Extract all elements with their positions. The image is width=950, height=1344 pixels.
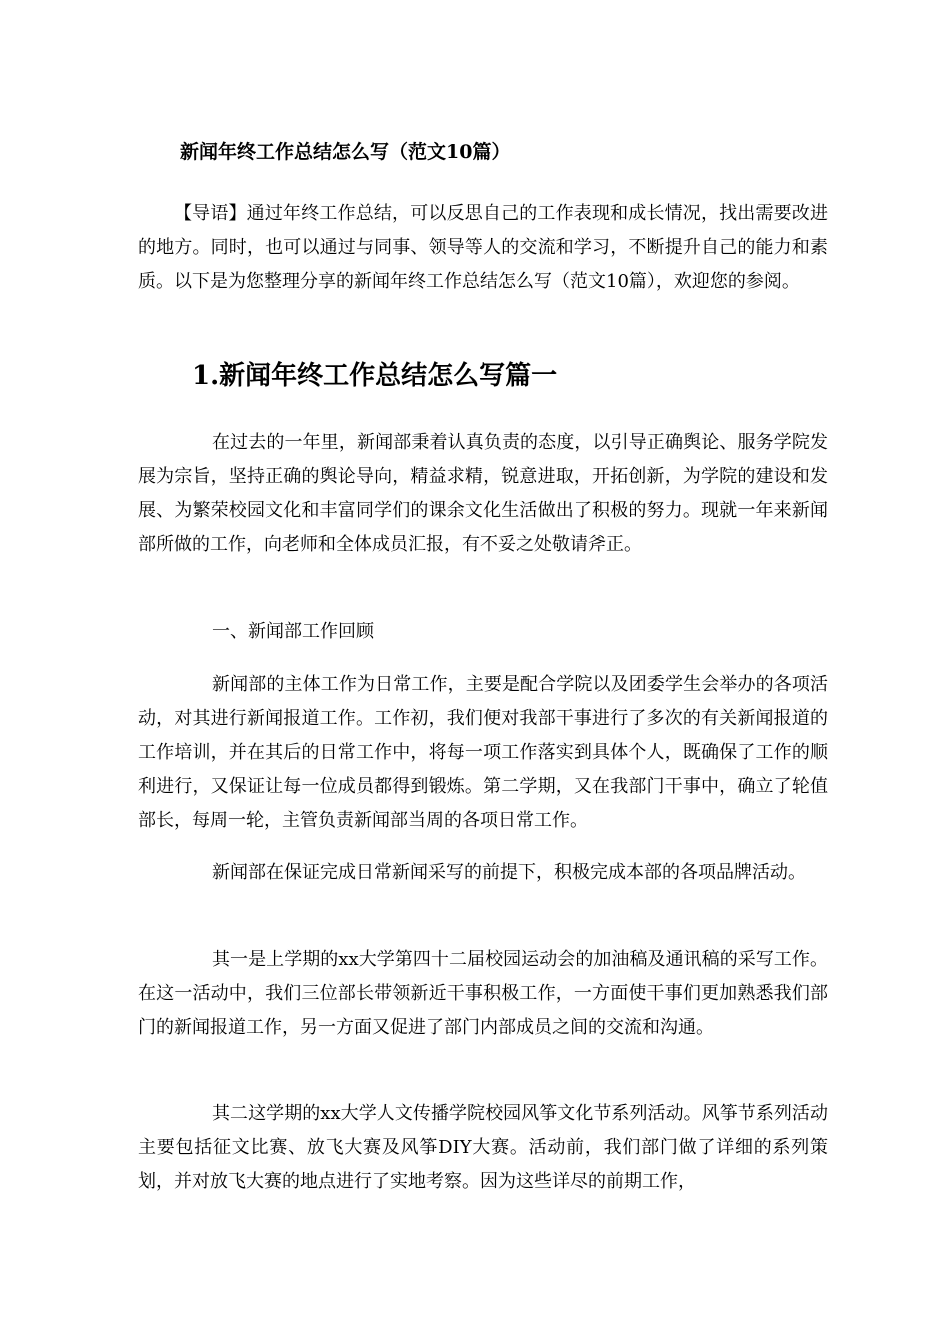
body-paragraph: 其一是上学期的xx大学第四十二届校园运动会的加油稿及通讯稿的采写工作。在这一活动中，我们三位部长带领新近干事积极工作，一方面使干事们更加熟悉我们部门的新闻报道工作，另一方面又促进了部门内部成员之间的交流和沟通。 [138, 949, 828, 1038]
body-paragraph: 在过去的一年里，新闻部秉着认真负责的态度，以引导正确舆论、服务学院发展为宗旨，坚持正确的舆论导向，精益求精，锐意进取，开拓创新，为学院的建设和发展、为繁荣校园文化和丰富同学们的课余文化生活做出了积极的努力。现就一年来新闻部所做的工作，向老师和全体成员汇报，有不妥之处敬请斧正。 [138, 432, 828, 555]
body-paragraph: 新闻部的主体工作为日常工作，主要是配合学院以及团委学生会举办的各项活动，对其进行新闻报道工作。工作初，我们便对我部干事进行了多次的有关新闻报道的工作培训，并在其后的日常工作中，将每一项工作落实到具体个人，既确保了工作的顺利进行，又保证让每一位成员都得到锻炼。第二学期，又在我部门干事中，确立了轮值部长，每周一轮，主管负责新闻部当周的各项日常工作。 [138, 674, 828, 831]
intro-paragraph: 【导语】通过年终工作总结，可以反思自己的工作表现和成长情况，找出需要改进的地方。同时，也可以通过与同事、领导等人的交流和学习，不断提升自己的能力和素质。以下是为您整理分享的新闻年终工作总结怎么写（范文10篇），欢迎您的参阅。 [138, 203, 828, 292]
document-title: 新闻年终工作总结怎么写（范文10篇） [180, 141, 511, 163]
body-paragraph: 新闻部在保证完成日常新闻采写的前提下，积极完成本部的各项品牌活动。 [212, 862, 806, 883]
section-heading: 1.新闻年终工作总结怎么写篇一 [192, 361, 558, 391]
body-paragraph: 其二这学期的xx大学人文传播学院校园风筝文化节系列活动。风筝节系列活动主要包括征文比赛、放飞大赛及风筝DIY大赛。活动前，我们部门做了详细的系列策划，并对放飞大赛的地点进行了实地考察。因为这些详尽的前期工作， [138, 1103, 828, 1192]
subsection-heading: 一、新闻部工作回顾 [212, 621, 374, 642]
